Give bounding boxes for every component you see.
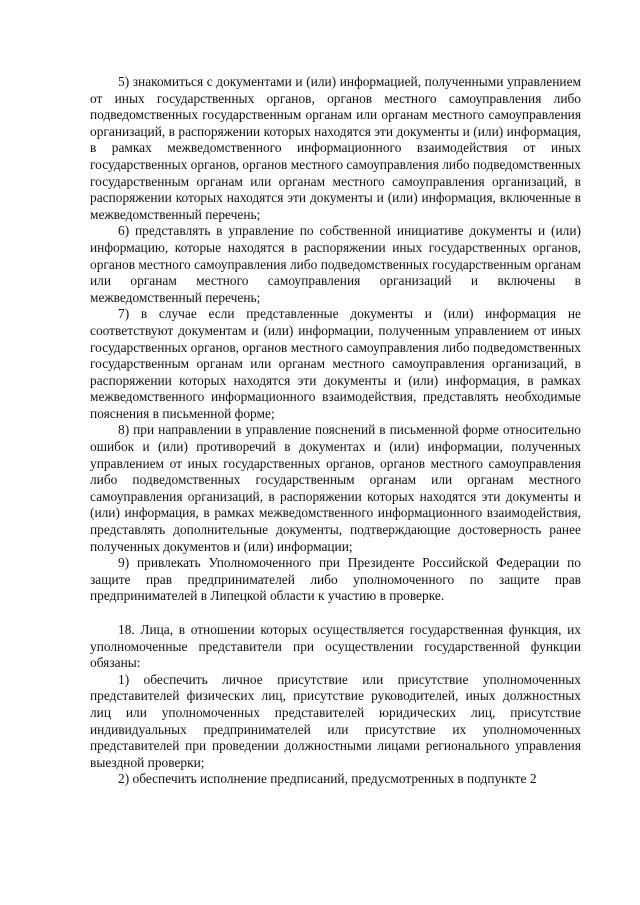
paragraph-item-9: 9) привлекать Уполномоченного при Президенте Российской Федерации по защите прав предпринимателей либо уполномоченного по защите прав предпринимателей в Липецкой области к участию в проверке. xyxy=(90,555,581,604)
paragraph-section-18: 18. Лица, в отношении которых осуществляется государственная функция, их уполномоченные представители при осуществлении государственной функции обязаны: xyxy=(90,622,581,671)
paragraph-spacer xyxy=(90,605,581,622)
paragraph-18-item-2: 2) обеспечить исполнение предписаний, предусмотренных в подпункте 2 xyxy=(118,771,537,787)
paragraph-item-5: 5) знакомиться с документами и (или) информацией, полученными управлением от иных государственных органов, органов местного самоуправления либо подведомственных государственным органам или органам местного самоуправления организаций, в распоряжении которых находятся эти документы и (или) информация, в рамках межведомственного информационного взаимодействия от иных государственных органов, органов местного самоуправления либо подведомственных государственным органам или органам местного самоуправления организаций, в распоряжении которых находятся эти документы и (или) информация, включенные в межведомственный перечень; xyxy=(90,74,581,222)
paragraph-item-7: 7) в случае если представленные документы и (или) информация не соответствуют документам и (или) информации, полученным управлением от иных государственных органов, органов местного самоуправления либо подведомственных государственным органам или органам местного самоуправления организаций, в распоряжении которых находятся эти документы и (или) информация, в рамках межведомственного информационного взаимодействия, представлять необходимые пояснения в письменной форме; xyxy=(90,306,581,421)
document-page xyxy=(90,74,581,788)
paragraph-item-8: 8) при направлении в управление пояснений в письменной форме относительно ошибок и (или) противоречий в документах и (или) информации, полученных управлением от иных государственных органов, органов местного самоуправления либо подведомственных государственным органам или органам местного самоуправления организаций, в распоряжении которых находятся эти документы и (или) информация, в рамках межведомственного информационного взаимодействия, представлять дополнительные документы, подтверждающие достоверность ранее полученных документов и (или) информации; xyxy=(90,422,581,554)
paragraph-18-item-1: 1) обеспечить личное присутствие или присутствие уполномоченных представителей физических лиц, присутствие руководителей, иных должностных лиц или уполномоченных представителей юридических лиц, присутствие индивидуальных предпринимателей или присутствие их уполномоченных представителей при проведении должностными лицами регионального управления выездной проверки; xyxy=(90,671,581,770)
paragraph-item-6: 6) представлять в управление по собственной инициативе документы и (или) информацию, которые находятся в распоряжении иных государственных органов, органов местного самоуправления либо подведомственных государственным органам или органам местного самоуправления организаций и включены в межведомственный перечень; xyxy=(90,223,581,305)
